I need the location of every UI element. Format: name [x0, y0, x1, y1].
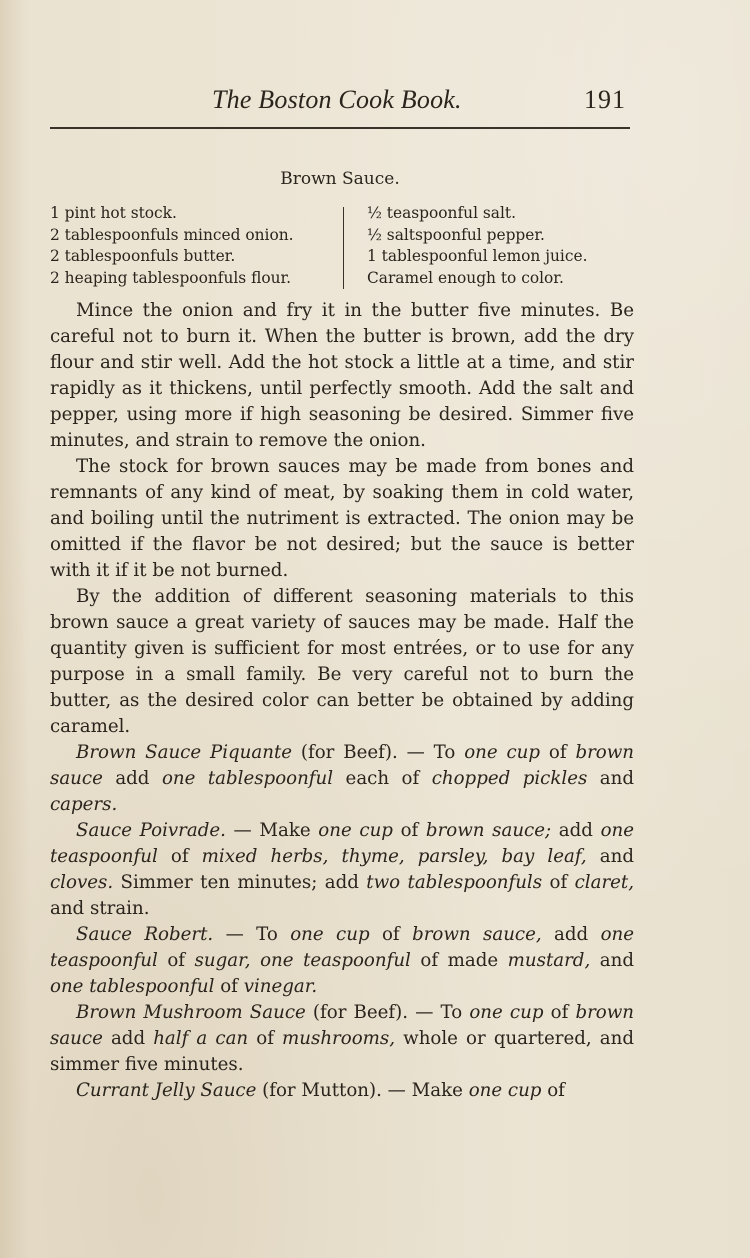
paragraph — [50, 740, 634, 818]
ingredient-column-right — [367, 203, 587, 289]
italic-run: brown sauce; — [425, 820, 552, 841]
italic-run: claret, — [574, 872, 634, 893]
italic-run: one cup — [318, 820, 393, 841]
text-run: — To — [213, 924, 291, 945]
text-run: and strain. — [50, 898, 150, 919]
text-run: Simmer ten minutes; add — [113, 872, 367, 893]
italic-run: Brown Sauce Piquante — [76, 742, 293, 763]
text-run: of — [157, 950, 195, 971]
header-rule — [50, 127, 630, 129]
italic-run: cloves. — [50, 872, 114, 893]
text-run: of — [542, 872, 575, 893]
ingredient-item: 2 heaping tablespoonfuls flour. — [50, 268, 292, 287]
text-run: of — [540, 742, 576, 763]
paragraph — [50, 1078, 634, 1104]
italic-run: sugar, — [194, 950, 251, 971]
text-run: (for Beef). — To — [305, 1002, 470, 1023]
text-run: of — [392, 820, 426, 841]
text-run: The stock for brown sauces may be made from bones and remnants of any kind of meat, by soaking them in cold water, and boiling until the nutriment is extracted. The onion may be omitted if the flavor be not desired; but the sauce is better with it if it be not burned. — [50, 456, 634, 581]
text-run: add — [551, 820, 601, 841]
italic-run: brown sauce — [50, 1002, 635, 1049]
italic-run: one cup — [468, 1080, 542, 1101]
text-run: of — [248, 1028, 283, 1049]
paragraph — [50, 922, 634, 1000]
italic-run: one cup — [469, 1002, 544, 1023]
ingredient-item: ½ teaspoonful salt. — [367, 204, 516, 222]
paragraph — [50, 298, 634, 454]
text-run: and — [586, 846, 635, 867]
italic-run: one cup — [464, 742, 541, 763]
text-run: of — [157, 846, 202, 867]
ingredient-item: Caramel enough to color. — [367, 268, 564, 287]
italic-run: Sauce Robert. — [76, 924, 214, 945]
text-run — [251, 950, 261, 971]
italic-run: mushrooms, — [282, 1028, 396, 1049]
italic-run: one teaspoonful — [50, 820, 634, 867]
ingredient-item: 1 pint hot stock. — [50, 204, 177, 222]
italic-run: vinegar. — [243, 976, 318, 997]
recipe-title: Brown Sauce. — [280, 169, 400, 189]
text-run: of — [369, 924, 413, 945]
italic-run: mixed herbs, thyme, parsley, bay leaf, — [201, 846, 587, 867]
text-run: Mince the onion and fry it in the butter five minutes. Be careful not to burn it. When the butter is brown, add the dry flour and stir well. Add the hot stock a little at a time, and stir rapidly as it thickens, until perfectly smooth. Add the salt and pepper, using more if high seasoning be desired. Simmer five minutes, and strain to remove the onion. — [50, 300, 634, 451]
text-run: add — [541, 924, 601, 945]
italic-run: Brown Mushroom Sauce — [76, 1002, 306, 1023]
text-run: each of — [333, 768, 432, 789]
italic-run: one cup — [290, 924, 370, 945]
text-run: (for Beef). — To — [292, 742, 465, 763]
italic-run: half a can — [153, 1028, 249, 1049]
paragraph — [50, 584, 634, 740]
text-run: (for Mutton). — Make — [256, 1080, 469, 1101]
ingredient-item: 1 tablespoonful lemon juice. — [367, 247, 588, 265]
italic-run: Sauce Poivrade. — [76, 820, 226, 841]
text-run: add — [102, 1028, 154, 1049]
text-run: whole or quartered, and simmer five minutes. — [50, 1028, 634, 1075]
ingredient-column-left — [50, 203, 294, 289]
text-run: By the addition of different seasoning materials to this brown sauce a great variety of sauces may be made. Half the quantity given is sufficient for most entrées, or to use for any purpose in a small family. Be very careful not to burn the butter, as the desired color can better be obtained by adding caramel. — [50, 586, 634, 737]
ingredient-item: ½ saltspoonful pepper. — [367, 225, 545, 244]
italic-run: one teaspoonful — [50, 924, 634, 971]
text-run: of — [543, 1002, 576, 1023]
paragraph — [50, 818, 634, 922]
running-title: The Boston Cook Book. — [212, 85, 462, 114]
ingredient-item: 2 tablespoonfuls butter. — [50, 247, 236, 265]
page-number: 191 — [584, 85, 626, 114]
ingredient-item: 2 tablespoonfuls minced onion. — [50, 225, 294, 244]
text-run: — Make — [225, 820, 319, 841]
text-run: of made — [410, 950, 508, 971]
italic-run: one tablespoonful — [50, 976, 215, 997]
ingredient-divider — [343, 207, 344, 289]
text-run: of — [541, 1080, 565, 1101]
text-run: and — [590, 950, 634, 971]
italic-run: two tablespoonfuls — [366, 872, 543, 893]
italic-run: Currant Jelly Sauce — [76, 1080, 257, 1101]
text-run: add — [102, 768, 162, 789]
italic-run: brown sauce, — [412, 924, 542, 945]
text-run: of — [214, 976, 244, 997]
body-text — [50, 298, 634, 1104]
text-run: and — [587, 768, 634, 789]
italic-run: brown sauce — [50, 742, 635, 789]
paragraph — [50, 454, 634, 584]
ingredient-list — [50, 203, 630, 293]
italic-run: one tablespoonful — [161, 768, 334, 789]
italic-run: chopped pickles — [431, 768, 588, 789]
paragraph — [50, 1000, 634, 1078]
italic-run: mustard, — [507, 950, 591, 971]
italic-run: capers. — [50, 794, 118, 815]
running-header — [50, 85, 630, 121]
italic-run: one teaspoonful — [260, 950, 411, 971]
